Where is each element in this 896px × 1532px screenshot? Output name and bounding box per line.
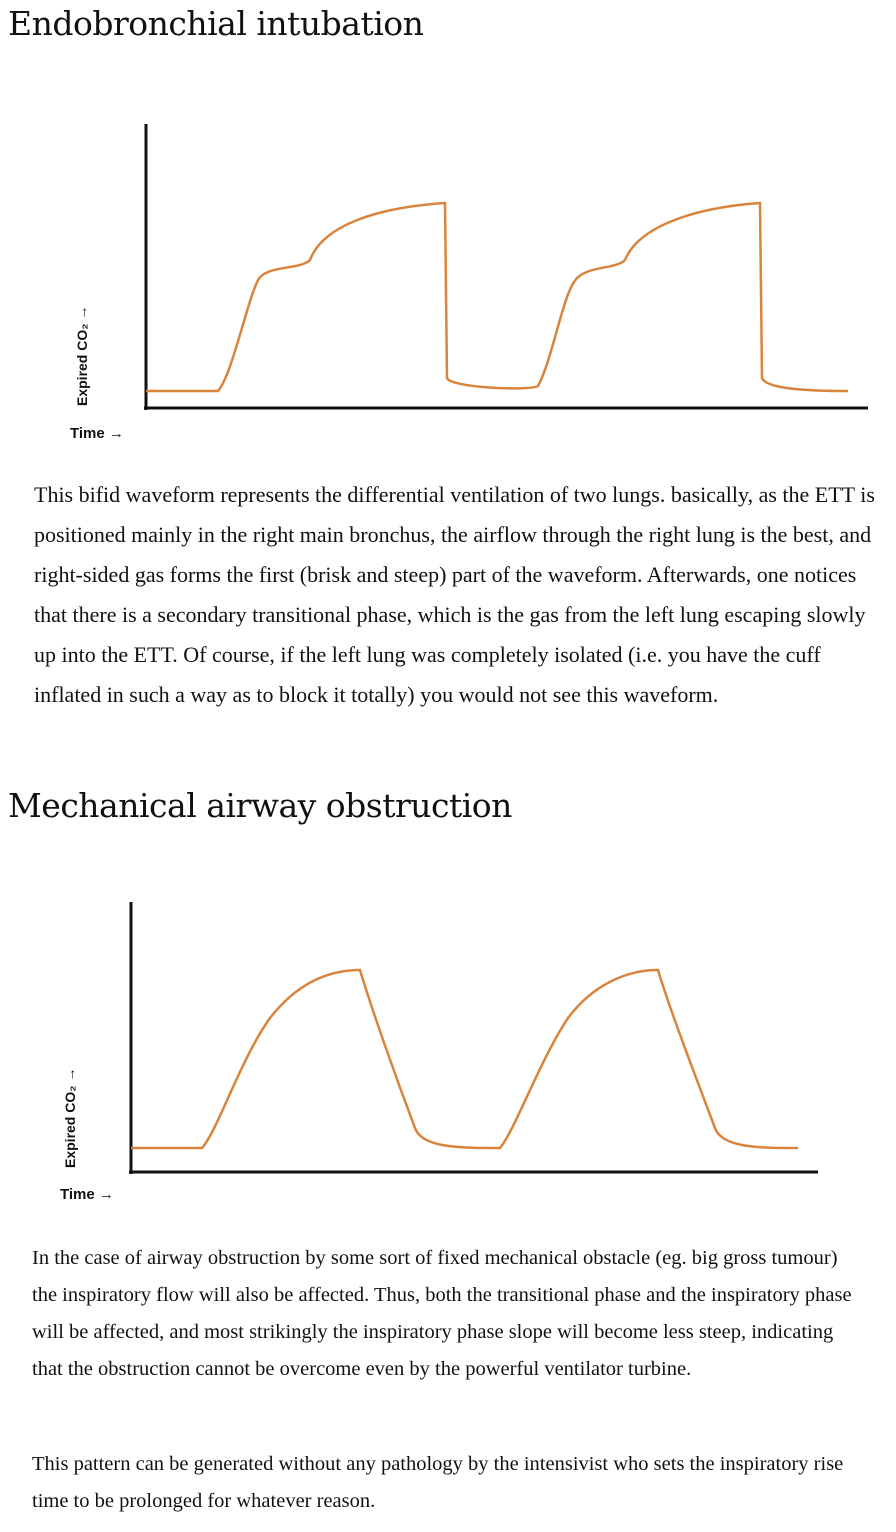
y-axis-label: Expired CO₂ → (62, 1067, 78, 1168)
x-axis-label: Time → (70, 425, 124, 442)
y-axis-label: Expired CO₂ → (74, 305, 90, 406)
section-title-obstruction: Mechanical airway obstruction (8, 786, 512, 825)
capnogram-bifid-chart (0, 110, 896, 450)
capnogram-obstruction-chart (0, 890, 896, 1220)
paragraph-obstruction-1: In the case of airway obstruction by some sort of fixed mechanical obstacle (eg. big gross tumour) the inspiratory flow will also be affected. Thus, both the transitional phase and the inspiratory phase will be affected, and most strikingly the inspiratory phase slope will become less steep, indicating that the obstruction cannot be overcome even by the powerful ventilator turbine. (32, 1247, 852, 1380)
x-axis-label: Time → (60, 1186, 114, 1203)
section-title-endobronchial: Endobronchial intubation (8, 4, 424, 43)
paragraph-endobronchial: This bifid waveform represents the differential ventilation of two lungs. basically, as the ETT is positioned mainly in the right main bronchus, the airflow through the right lung is the best, and right-sided gas forms the first (brisk and steep) part of the waveform. Afterwards, one notices that there is a secondary transitional phase, which is the gas from the left lung escaping slowly up into the ETT. Of course, if the left lung was completely isolated (i.e. you have the cuff inflated in such a way as to block it totally) you would not see this waveform. (34, 482, 875, 707)
obstruction-waveform (131, 970, 798, 1148)
paragraph-obstruction-2: This pattern can be generated without any pathology by the intensivist who sets the inspiratory rise time to be prolonged for whatever reason. (32, 1453, 844, 1512)
bifid-waveform (146, 203, 848, 391)
